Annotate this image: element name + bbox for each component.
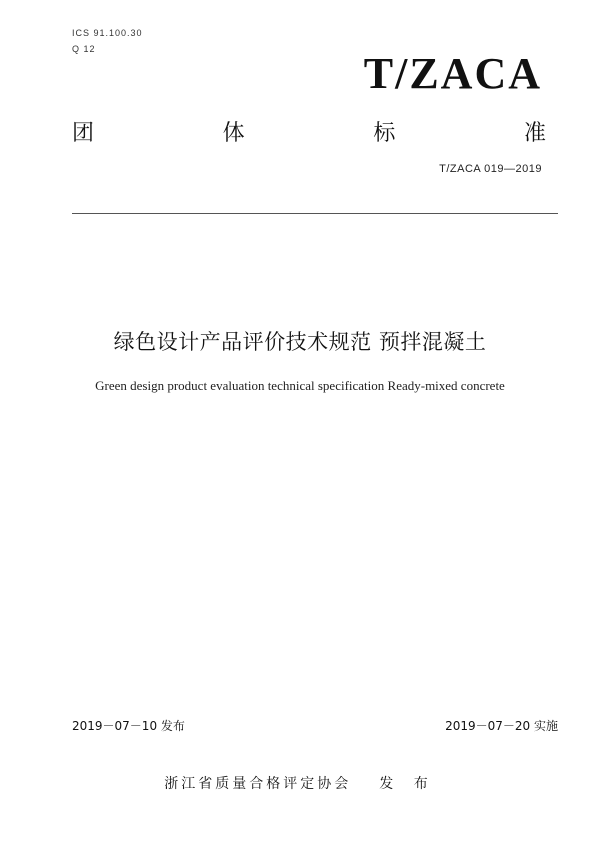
implement-date: 2019－07－20 实施 [445, 719, 558, 733]
title-chinese: 绿色设计产品评价技术规范 预拌混凝土 [113, 330, 487, 354]
title-english: Green design product evaluation technical specification Ready-mixed concrete [95, 378, 505, 393]
publish-date: 2019－07－10 发布 [72, 719, 185, 733]
standard-logo: T/ZACA [363, 49, 542, 98]
standard-type-char: 标 [373, 121, 396, 146]
standard-type-char: 准 [523, 121, 546, 146]
ics-code: ICS 91.100.30 [72, 28, 143, 38]
standard-type-char: 体 [222, 121, 245, 146]
standard-number: T/ZACA 019—2019 [439, 163, 542, 175]
standard-type-char: 团 [72, 121, 95, 146]
publish-label: 发 布 [379, 776, 436, 792]
ccs-code: Q 12 [72, 44, 96, 54]
publisher-name: 浙江省质量合格评定协会 [164, 776, 352, 792]
publisher-line [0, 773, 600, 793]
header-divider [72, 213, 558, 214]
standard-type [72, 116, 546, 147]
